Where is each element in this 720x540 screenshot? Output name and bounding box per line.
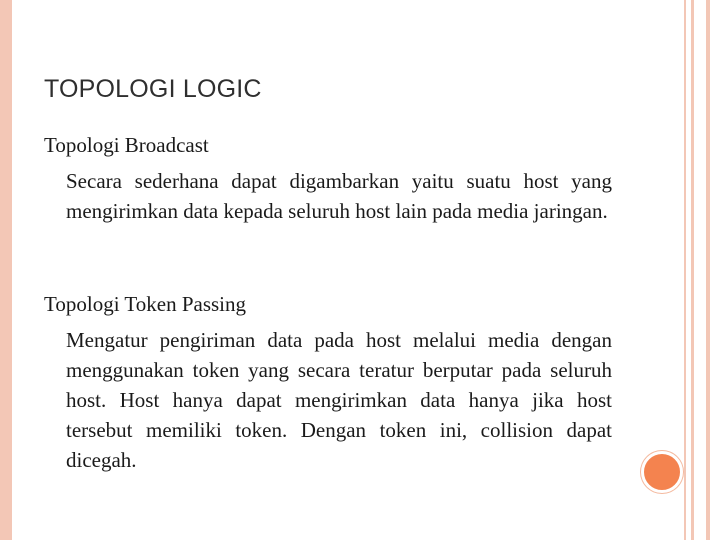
section-heading-broadcast: Topologi Broadcast <box>44 133 209 157</box>
right-decorative-stripe <box>706 0 710 540</box>
left-decorative-border <box>0 0 12 540</box>
section-body-token-passing: Mengatur pengiriman data pada host melalui media dengan menggunakan token yang secara teratur berputar pada seluruh host. Host hanya dapat mengirimkan data hanya jika host tersebut memiliki token. Dengan token ini, collision dapat dicegah. <box>66 328 612 472</box>
right-decorative-stripe <box>684 0 686 540</box>
section-body-broadcast: Secara sederhana dapat digambarkan yaitu suatu host yang mengirimkan data kepada seluruh host lain pada media jaringan. <box>66 169 612 223</box>
right-decorative-stripe <box>691 0 694 540</box>
slide-title: TOPOLOGI LOGIC <box>44 75 262 103</box>
section-heading-token-passing: Topologi Token Passing <box>44 292 247 316</box>
decorative-circle-icon <box>641 451 683 493</box>
